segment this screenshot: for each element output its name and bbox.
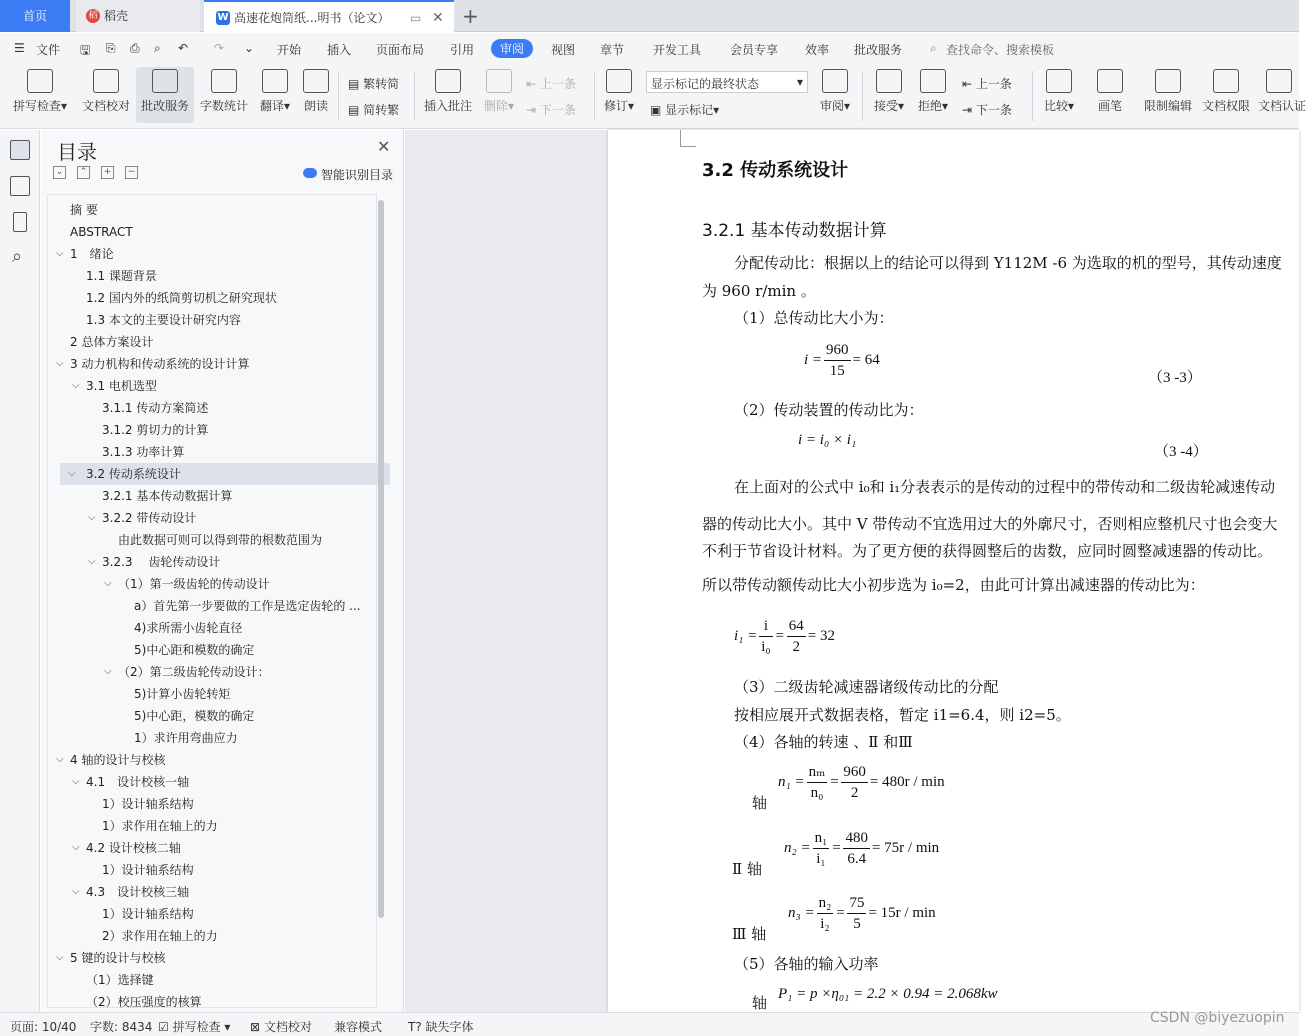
proof-status[interactable]: ⊠ 文档校对 [250,1020,312,1034]
watermark: CSDN @biyezuopin [1150,1010,1285,1026]
side-icon-bar [0,130,40,1012]
toc-item[interactable] [48,375,378,397]
next-comment-button[interactable]: ⇥ 下一条 [526,103,576,117]
menu-reference[interactable]: 引用 [450,43,475,57]
chevron-down-icon[interactable]: ⌵ [68,468,76,479]
tab-document-label: 高速花炮筒纸...明书（论文） [234,11,390,25]
accept-icon [876,69,902,93]
tab-daoke[interactable] [76,0,200,32]
toc-item-label: 1 绪论 [70,247,114,261]
prev-change-button[interactable]: ⇤ 上一条 [962,77,1012,91]
toc-item-label: 5 键的设计与校核 [70,951,166,965]
chevron-down-icon[interactable]: ⌵ [104,578,112,589]
toc-item-label: 1）求作用在轴上的力 [102,819,218,833]
toc-panel-icon[interactable] [10,140,30,160]
toc-item-label: 3.1.2 剪切力的计算 [102,423,209,437]
axis-label: Ⅱ 轴 [732,860,762,878]
toc-item-label: 3.2 传动系统设计 [86,467,181,481]
search-panel-icon[interactable]: ⌕ [12,246,23,267]
toc-item[interactable] [48,221,378,243]
pen-button[interactable]: 画笔 [1094,67,1126,123]
toc-item-label: 1）求许用弯曲应力 [134,731,238,745]
toc-item-label: 2）求作用在轴上的力 [102,929,218,943]
doc-proof-icon [93,69,119,93]
delete-comment-button[interactable]: 删除▾ [480,67,518,123]
divider [1032,71,1033,121]
doc-proof-button[interactable]: 文档校对 [78,67,134,123]
toc-item[interactable] [48,705,378,727]
accept-button[interactable]: 接受▾ [870,67,908,123]
menu-devtools[interactable]: 开发工具 [653,43,702,57]
equation-3-4: i = i₀ × i₁ [798,432,857,448]
list-line: （5）各轴的输入功率 [734,955,879,973]
toc-item-label: 3.1 电机选型 [86,379,157,393]
equation-n3: n₃ = $\frac{\text{n₂}}{\text{i₂}}$ = $\frac{75}{5}$ = 15r / min [788,895,936,932]
export-icon[interactable]: ⎘ [106,41,116,55]
new-tab-button[interactable]: + [462,4,479,28]
toc-item[interactable] [48,199,378,221]
toc-item[interactable] [48,969,378,991]
toc-item[interactable] [48,793,378,815]
paragraph: 为 960 r/min 。 [702,282,816,300]
review-service-button[interactable]: 批改服务 [136,67,194,123]
delete-comment-icon [486,69,512,93]
toc-item-label: （1）选择键 [86,973,154,987]
track-changes-icon [606,69,632,93]
toc-item[interactable] [48,727,378,749]
monitor-icon[interactable]: ▭ [410,11,422,25]
reject-icon [920,69,946,93]
restrict-edit-button[interactable]: 限制编辑 [1142,67,1194,123]
toc-item-label: 3.2.1 基本传动数据计算 [102,489,233,503]
toc-item[interactable] [48,837,378,859]
toc-item[interactable] [48,573,378,595]
toc-item-label: 3.1.1 传动方案简述 [102,401,209,415]
pen-icon [1097,69,1123,93]
chevron-down-icon[interactable]: ⌵ [56,358,64,369]
translate-button[interactable]: 翻译▾ [256,67,294,123]
page-corner-mark [680,146,696,147]
toc-item[interactable] [48,991,378,1013]
page-indicator[interactable]: 页面: 10/40 [10,1020,77,1034]
chevron-down-icon[interactable]: ⌵ [72,842,80,853]
paragraph: 器的传动比大小。其中 V 带传动不宜选用过大的外廓尺寸，否则相应整机尺寸也会变大 [702,515,1278,533]
insert-comment-button[interactable]: 插入批注 [420,67,476,123]
collapse-all-icon[interactable]: ⌄ [53,166,66,179]
toc-item[interactable] [48,551,378,573]
comment-icon [435,69,461,93]
toc-item[interactable] [48,441,378,463]
prev-comment-button[interactable]: ⇤ 上一条 [526,77,576,91]
toc-item[interactable] [48,243,378,265]
spell-check-button[interactable]: 拼写检查▾ [8,67,72,123]
menu-view[interactable]: 视图 [551,43,576,57]
status-bar [0,1012,1299,1036]
toc-item-label: 5)中心距，模数的确定 [134,709,255,723]
markup-select[interactable]: 显示标记的最终状态 ▾ [646,71,808,93]
document-page[interactable] [608,130,1299,1012]
compat-mode: 兼容模式 [334,1020,383,1034]
toc-item[interactable] [48,947,378,969]
toc-item[interactable] [48,771,378,793]
chevron-down-icon[interactable]: ⌵ [56,248,64,259]
print-icon[interactable]: ⎙ [130,41,140,55]
simp-to-trad-button[interactable]: ▤ 简转繁 [348,103,400,117]
equation-3-3: i = $\frac{960}{15}$ = 64 [804,342,880,379]
toc-item-label: 4.1 设计校核一轴 [86,775,190,789]
toc-item[interactable] [48,903,378,925]
toc-item[interactable] [48,265,378,287]
paragraph: 不利于节省设计材料。为了更方便的获得圆整后的齿数，应同时圆整减速器的传动比。 [702,542,1273,560]
command-search-input[interactable]: 查找命令、搜索模板 [946,43,1055,57]
equation-n1: n₁ = $\frac{\text{nₘ}}{\text{n₀}}$ = $\frac{960}{2}$ = 480r / min [778,764,945,801]
toc-item-label: 4.3 设计校核三轴 [86,885,190,899]
word-count-button[interactable]: 字数统计 [198,67,250,123]
toc-item-label: 3.2.2 带传动设计 [102,511,197,525]
toc-item-label: 1.3 本文的主要设计研究内容 [86,313,241,327]
translate-icon [262,69,288,93]
menu-layout[interactable]: 页面布局 [376,43,425,57]
toc-item[interactable] [48,397,378,419]
toc-item[interactable] [48,639,378,661]
heading-3-2-1: 3.2.1 基本传动数据计算 [702,221,887,241]
axis-label: Ⅲ 轴 [732,925,767,943]
toc-item-label: 1.1 课题背景 [86,269,157,283]
toc-item[interactable] [48,529,378,551]
close-icon[interactable]: ✕ [377,137,391,156]
menu-review[interactable]: 审阅 [491,39,533,58]
lock-icon [1155,69,1181,93]
toc-item[interactable] [60,463,390,485]
toc-item[interactable] [48,287,378,309]
toc-item[interactable] [48,595,378,617]
toc-item-label: 摘 要 [70,203,98,217]
menu-member[interactable]: 会员专享 [730,43,779,57]
toc-item-label: 4 轴的设计与校核 [70,753,166,767]
compare-button[interactable]: 比较▾ [1040,67,1078,123]
read-aloud-button[interactable]: 朗读 [300,67,332,123]
missing-font-status[interactable]: T? 缺失字体 [408,1020,474,1034]
toc-item-label: 2 总体方案设计 [70,335,154,349]
menu-insert[interactable]: 插入 [327,43,352,57]
toc-item[interactable] [48,309,378,331]
toc-item[interactable] [48,815,378,837]
spell-check-status[interactable]: ☑ 拼写检查 ▾ [158,1020,231,1034]
heading-3-2: 3.2 传动系统设计 [702,160,849,181]
list-line: （1）总传动比大小为： [734,309,894,327]
toc-item-label: 1）设计轴系结构 [102,863,194,877]
divider [338,71,339,121]
toc-item[interactable] [48,881,378,903]
chevron-down-icon[interactable]: ⌵ [72,776,80,787]
divider [414,71,415,121]
hamburger-icon[interactable]: ☰ [14,41,25,55]
toc-item[interactable] [48,925,378,947]
permission-icon [1213,69,1239,93]
next-change-button[interactable]: ⇥ 下一条 [962,103,1012,117]
equation-n2: n₂ = $\frac{\text{n₁}}{\text{i₁}}$ = $\frac{480}{6.4}$ = 75r / min [784,830,940,867]
toc-item-label: ABSTRACT [70,225,133,239]
undo-icon[interactable]: ↶ [178,41,189,55]
chevron-down-icon[interactable]: ⌵ [88,512,96,523]
toc-title: 目录 [57,140,97,164]
tab-bar [0,0,1299,32]
tab-home[interactable]: 首页 [0,0,70,32]
word-count-icon [211,69,237,93]
preview-icon[interactable]: ⌕ [154,41,161,55]
review-pane-button[interactable]: 审阅▾ [816,67,854,123]
toc-item-label: 5)中心距和模数的确定 [134,643,255,657]
toc-item[interactable] [48,661,378,683]
toc-item[interactable] [48,419,378,441]
toc-item-label: 3 动力机构和传动系统的设计计算 [70,357,250,371]
redo-icon[interactable]: ↷ [214,41,225,55]
chevron-down-icon[interactable]: ⌵ [88,556,96,567]
review-pane-icon [822,69,848,93]
toc-list [47,194,377,1008]
close-tab-icon[interactable]: ✕ [432,10,444,26]
paragraph: 分配传动比：根据以上的结论可以得到 Y112M -6 为选取的机的型号，其传动速度 [734,254,1282,272]
menu-file[interactable]: 文件 [36,43,61,57]
doc-cert-button[interactable]: 文档认证 [1258,67,1299,123]
chevron-down-icon[interactable]: ⌵ [72,886,80,897]
doc-permission-button[interactable]: 文档权限 [1200,67,1252,123]
divider [862,71,863,121]
word-count[interactable]: 字数: 8434 [90,1020,153,1034]
track-changes-button[interactable]: 修订▾ [600,67,638,123]
chevron-down-icon[interactable]: ⌵ [56,952,64,963]
chevron-down-icon[interactable]: ⌵ [104,666,112,677]
equation-number: （3 -3） [1148,370,1202,386]
toc-item[interactable] [48,331,378,353]
smart-toc-button[interactable]: 智能识别目录 [321,168,394,182]
toc-item-label: 4)求所需小齿轮直径 [134,621,243,635]
spell-check-icon [27,69,53,93]
chevron-down-icon[interactable]: ⌵ [72,380,80,391]
paragraph: 在上面对的公式中 i₀和 i₁分表表示的是传动的过程中的带传动和二级齿轮减速传动 [734,478,1276,496]
writer-logo-icon: W [217,12,229,23]
divider [594,71,595,121]
toc-item-label: 3.2.3 齿轮传动设计 [102,555,221,569]
toc-item[interactable] [48,507,378,529]
ribbon-toolbar [0,65,1306,129]
toc-item-label: 1.2 国内外的纸筒剪切机之研究现状 [86,291,277,305]
show-markup-button[interactable]: ▣ 显示标记▾ [650,103,720,117]
paragraph: 按相应展开式数据表格，暂定 i1=6.4，则 i2=5。 [734,706,1071,724]
smart-toc-icon [303,168,317,178]
expand-up-icon[interactable]: ⌃ [77,166,90,179]
menu-start[interactable]: 开始 [277,43,302,57]
toc-item-label: 由此数据可则可以得到带的根数范围为 [118,533,323,547]
nav-panel-icon[interactable] [10,176,30,196]
daoke-logo-icon: 稻 [86,9,100,23]
toc-item-label: （2）校压强度的核算 [86,995,202,1009]
reject-button[interactable]: 拒绝▾ [914,67,952,123]
list-line: （3）二级齿轮减速器诸级传动比的分配 [734,678,999,696]
toc-item-label: 1）设计轴系结构 [102,797,194,811]
axis-label: 轴 [752,794,768,812]
equation-i1: i₁ = $\frac{i}{\text{i₀}}$ = $\frac{64}{2}$ = 32 [734,618,836,655]
toc-item-label: （2）第二级齿轮传动设计： [118,665,270,679]
toc-item-label: （1）第一级齿轮的传动设计 [118,577,270,591]
toc-item[interactable] [48,749,378,771]
menu-review-service[interactable]: 批改服务 [854,43,903,57]
add-entry-icon[interactable]: + [101,166,114,179]
tab-daoke-label: 稻壳 [104,9,129,23]
toc-panel [41,130,404,1012]
search-icon: ⌕ [930,41,937,55]
equation-number: （3 -4） [1154,444,1208,460]
menu-chapter[interactable]: 章节 [600,43,625,57]
more-icon[interactable]: ⌄ [244,41,255,55]
bookmark-icon[interactable] [13,212,27,232]
menu-efficiency[interactable]: 效率 [805,43,830,57]
list-line: （2）传动装置的传动比为： [734,401,924,419]
paragraph: 所以带传动额传动比大小初步选为 i₀=2，由此可计算出减速器的传动比为： [702,576,1205,594]
toc-item-label: 4.2 设计校核二轴 [86,841,181,855]
remove-entry-icon[interactable]: − [125,166,138,179]
toc-item[interactable] [48,859,378,881]
menu-bar [0,33,1299,65]
toc-item-label: a）首先第一步要做的工作是选定齿轮的 ... [134,599,361,613]
toc-item-label: 1）设计轴系结构 [102,907,194,921]
toc-item-label: 3.1.3 功率计算 [102,445,185,459]
equation-p1: P₁ = p ×η₀₁ = 2.2 × 0.94 = 2.068kw [778,986,998,1002]
compare-icon [1046,69,1072,93]
toc-item[interactable] [48,683,378,705]
save-icon[interactable]: 🖫 [80,43,91,57]
page-corner-mark [680,130,681,146]
trad-to-simp-button[interactable]: ▤ 繁转简 [348,77,400,91]
review-service-icon [152,69,178,93]
toc-item[interactable] [48,617,378,639]
chevron-down-icon[interactable]: ⌵ [56,754,64,765]
toc-item[interactable] [48,485,378,507]
certificate-icon [1266,69,1292,93]
tab-document[interactable] [204,0,454,32]
list-line: （4）各轴的转速 、Ⅱ 和Ⅲ [734,733,913,751]
toc-item-label: 5)计算小齿轮转矩 [134,687,231,701]
toc-item[interactable] [48,353,378,375]
toc-scrollbar[interactable] [378,200,384,918]
read-aloud-icon [303,69,329,93]
axis-label: 轴 [752,994,768,1012]
